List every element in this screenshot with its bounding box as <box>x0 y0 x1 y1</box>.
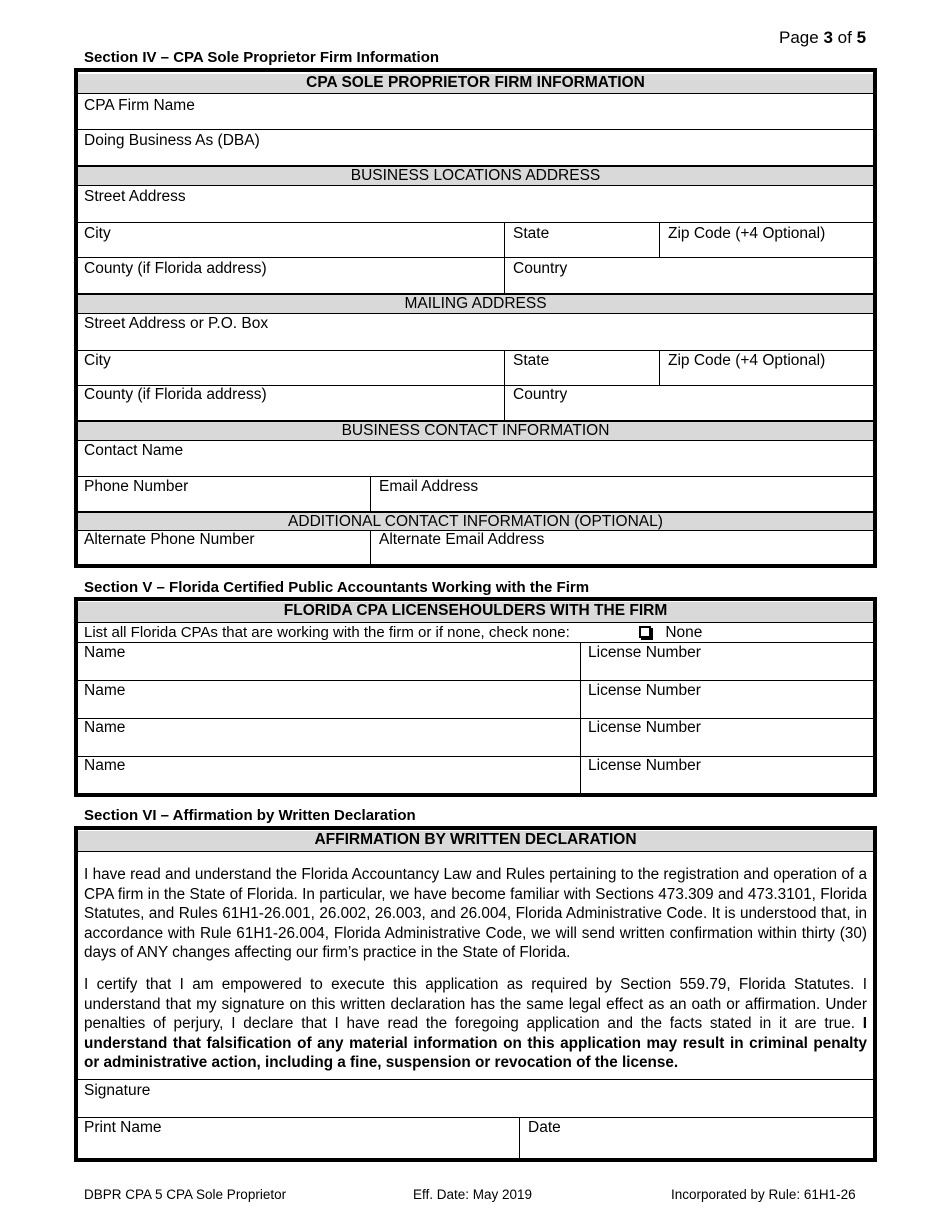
cpa-license-label: License Number <box>588 644 701 661</box>
none-checkbox-group[interactable] <box>639 624 702 642</box>
business-zip-label: Zip Code (+4 Optional) <box>668 225 826 242</box>
cpa-licenseholders-header: FLORIDA CPA LICENSEHOULDERS WITH THE FIRM <box>78 602 873 623</box>
page-number <box>779 28 866 48</box>
section-vi-title: Section VI – Affirmation by Written Declaration <box>84 807 416 824</box>
business-county-country-row <box>78 258 873 294</box>
section-v-title: Section V – Florida Certified Public Accountants Working with the Firm <box>84 579 590 596</box>
contact-phone-email-row <box>78 477 873 512</box>
footer-eff-date: Eff. Date: May 2019 <box>413 1187 533 1202</box>
divider <box>659 223 660 258</box>
business-locations-header: BUSINESS LOCATIONS ADDRESS <box>78 166 873 186</box>
print-name-label[interactable]: Print Name <box>84 1119 162 1136</box>
footer-form-id: DBPR CPA 5 CPA Sole Proprietor <box>84 1187 287 1202</box>
contact-name-label: Contact Name <box>84 442 184 459</box>
business-contact-header: BUSINESS CONTACT INFORMATION <box>78 421 873 441</box>
business-state-label: State <box>513 225 550 242</box>
signature-field[interactable] <box>78 1079 873 1118</box>
mailing-zip-label: Zip Code (+4 Optional) <box>668 352 826 369</box>
cpa-name-label: Name <box>84 719 126 736</box>
alternate-phone-label: Alternate Phone Number <box>84 531 255 548</box>
mailing-street-field[interactable] <box>78 314 873 351</box>
mailing-city-state-zip-row <box>78 351 873 386</box>
cpa-licenseholders-table <box>74 597 877 797</box>
section-iv-title: Section IV – CPA Sole Proprietor Firm Information <box>84 49 440 66</box>
cpa-name-label: Name <box>84 682 126 699</box>
cpa-license-label: License Number <box>588 719 701 736</box>
contact-phone-label: Phone Number <box>84 478 189 495</box>
mailing-address-header: MAILING ADDRESS <box>78 294 873 314</box>
additional-phone-email-row <box>78 531 873 568</box>
mailing-state-label: State <box>513 352 550 369</box>
divider <box>370 477 371 512</box>
cpa-instruction-text: List all Florida CPAs that are working with the firm or if none, check none: <box>84 624 570 641</box>
divider <box>659 351 660 386</box>
signature-label: Signature <box>84 1082 151 1099</box>
cpa-name-label: Name <box>84 757 126 774</box>
firm-information-table <box>74 68 877 568</box>
affirmation-header: AFFIRMATION BY WRITTEN DECLARATION <box>78 831 873 852</box>
cpa-row[interactable] <box>78 719 873 757</box>
alternate-email-label: Alternate Email Address <box>379 531 545 548</box>
contact-name-field[interactable] <box>78 441 873 477</box>
firm-name-field[interactable] <box>78 94 873 130</box>
firm-information-header: CPA SOLE PROPRIETOR FIRM INFORMATION <box>78 74 873 94</box>
none-label: None <box>665 624 703 641</box>
cpa-row[interactable] <box>78 643 873 681</box>
page-current: 3 <box>823 28 833 47</box>
mailing-county-label: County (if Florida address) <box>84 386 267 403</box>
mailing-city-label: City <box>84 352 111 369</box>
divider <box>370 531 371 568</box>
footer-rule: Incorporated by Rule: 61H1-26 <box>671 1187 856 1202</box>
cpa-row[interactable] <box>78 681 873 719</box>
mailing-street-label: Street Address or P.O. Box <box>84 315 269 332</box>
page-label: Page <box>779 28 819 47</box>
dba-field[interactable] <box>78 130 873 166</box>
business-city-label: City <box>84 225 111 242</box>
cpa-instruction-row <box>78 623 873 643</box>
firm-name-label: CPA Firm Name <box>84 97 195 114</box>
mailing-county-country-row <box>78 386 873 421</box>
none-checkbox[interactable] <box>639 626 651 638</box>
business-street-field[interactable] <box>78 186 873 223</box>
affirmation-paragraph-2 <box>84 975 867 1073</box>
affirmation-paragraph-2-bold: I understand that falsification of any material information on this application may result in criminal penalty or administrative action, including a fine, suspension or revocation of the license. <box>84 1015 868 1072</box>
cpa-name-label: Name <box>84 644 126 661</box>
business-street-label: Street Address <box>84 188 186 205</box>
affirmation-table <box>74 826 877 1162</box>
cpa-license-label: License Number <box>588 682 701 699</box>
date-label[interactable]: Date <box>528 1119 561 1136</box>
mailing-country-label: Country <box>513 386 568 403</box>
additional-contact-header: ADDITIONAL CONTACT INFORMATION (OPTIONAL) <box>78 512 873 531</box>
page-total: 5 <box>856 28 867 47</box>
business-country-label: Country <box>513 260 568 277</box>
contact-email-label: Email Address <box>379 478 479 495</box>
business-city-state-zip-row <box>78 223 873 258</box>
business-county-label: County (if Florida address) <box>84 260 267 277</box>
affirmation-paragraph-1: I have read and understand the Florida Accountancy Law and Rules pertaining to the registration and operation of a CPA firm in the State of Florida. In particular, we have become familiar with Sections 473.309 and 473.3101, Florida Statutes, and Rules 61H1-26.001, 26.002, 26.003, and 26.004, Florida Administrative Code. It is understood that, in accordance with Rule 61H1-26.004, Florida Administrative Code, we will send written confirmation within thirty (30) days of ANY changes affecting our firm’s practice in the State of Florida. <box>84 866 867 962</box>
cpa-license-label: License Number <box>588 757 701 774</box>
page-of: of <box>837 28 852 47</box>
cpa-row[interactable] <box>78 757 873 795</box>
affirmation-paragraph-2-text: I certify that I am empowered to execute this application as required by Section 559.79, Florida Statutes. I understand that my signature on this written declaration has the same legal effect as an oath or affirmation. Under penalties of perjury, I declare that I have read the foregoing application and the facts stated in it are true. <box>84 976 867 1033</box>
divider <box>519 1118 520 1158</box>
dba-label: Doing Business As (DBA) <box>84 132 260 149</box>
divider <box>580 643 581 795</box>
print-name-date-row <box>78 1118 873 1158</box>
